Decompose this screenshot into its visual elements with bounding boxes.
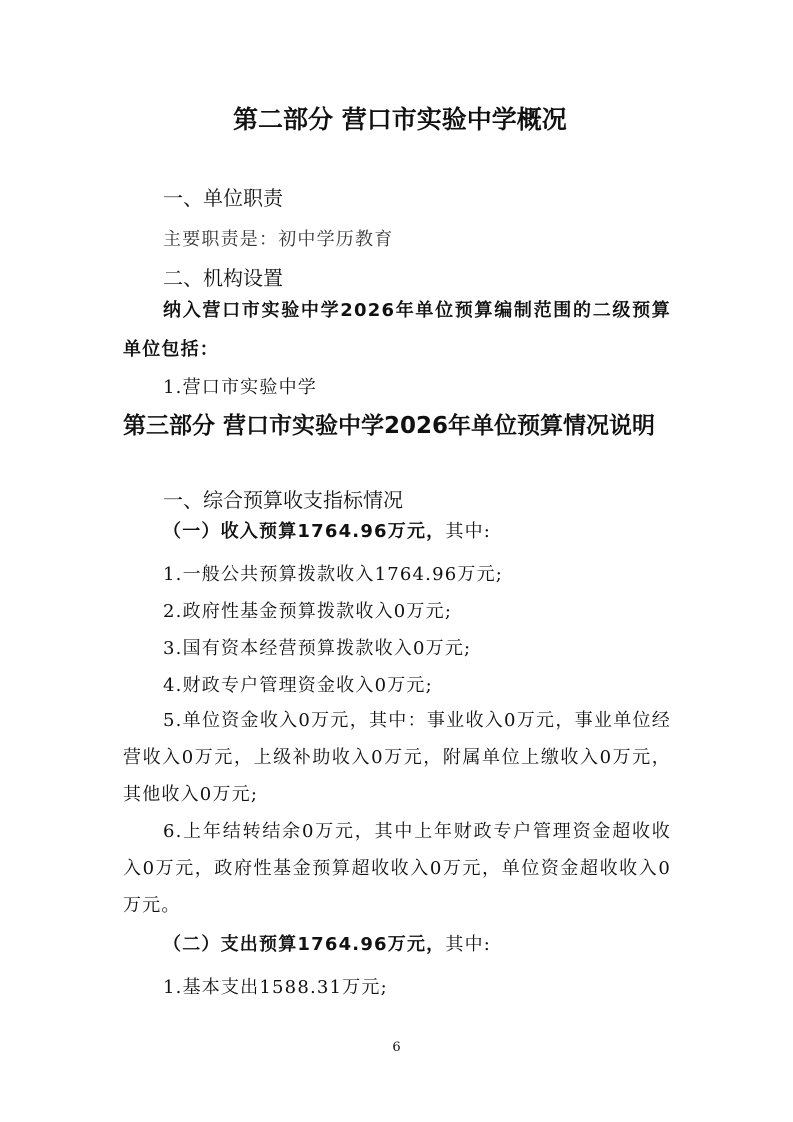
duties-text: 主要职责是：初中学历教育	[163, 229, 394, 250]
section-heading-organization: 二、机构设置	[163, 266, 283, 290]
income-item-5: 5.单位资金收入0万元，其中：事业收入0万元，事业单位经营收入0万元，上级补助收入0万元，附属单位上缴收入0万元，其他收入0万元;	[123, 710, 671, 805]
expense-budget-suffix: 其中:	[445, 934, 492, 955]
expense-budget-line	[163, 930, 491, 956]
income-budget-line	[163, 517, 491, 543]
income-budget-suffix: 其中:	[445, 521, 492, 542]
section-heading-duties: 一、单位职责	[163, 186, 283, 210]
expense-budget-heading: （二）支出预算1764.96万元，	[163, 934, 446, 955]
income-item-6: 6.上年结转结余0万元，其中上年财政专户管理资金超收收入0万元，政府性基金预算超收收入0万元，单位资金超收收入0万元。	[123, 821, 671, 916]
part3-title: 第三部分 营口市实验中学2026年单位预算情况说明	[123, 413, 656, 439]
section-heading-budget-overview: 一、综合预算收支指标情况	[163, 488, 403, 512]
income-item-2: 2.政府性基金预算拨款收入0万元;	[163, 601, 453, 622]
income-budget-heading: （一）收入预算1764.96万元，	[163, 521, 446, 542]
budget-scope-text: 纳入营口市实验中学2026年单位预算编制范围的二级预算单位包括：	[123, 300, 671, 360]
part2-title: 第二部分 营口市实验中学概况	[233, 105, 567, 134]
expense-item-1: 1.基本支出1588.31万元;	[163, 977, 388, 998]
page-number: 6	[392, 1040, 401, 1055]
income-item-1: 1.一般公共预算拨款收入1764.96万元;	[163, 564, 504, 585]
income-item-3: 3.国有资本经营预算拨款收入0万元;	[163, 638, 472, 659]
unit-list-item: 1.营口市实验中学	[163, 377, 317, 398]
income-item-4: 4.财政专户管理资金收入0万元;	[163, 675, 433, 696]
